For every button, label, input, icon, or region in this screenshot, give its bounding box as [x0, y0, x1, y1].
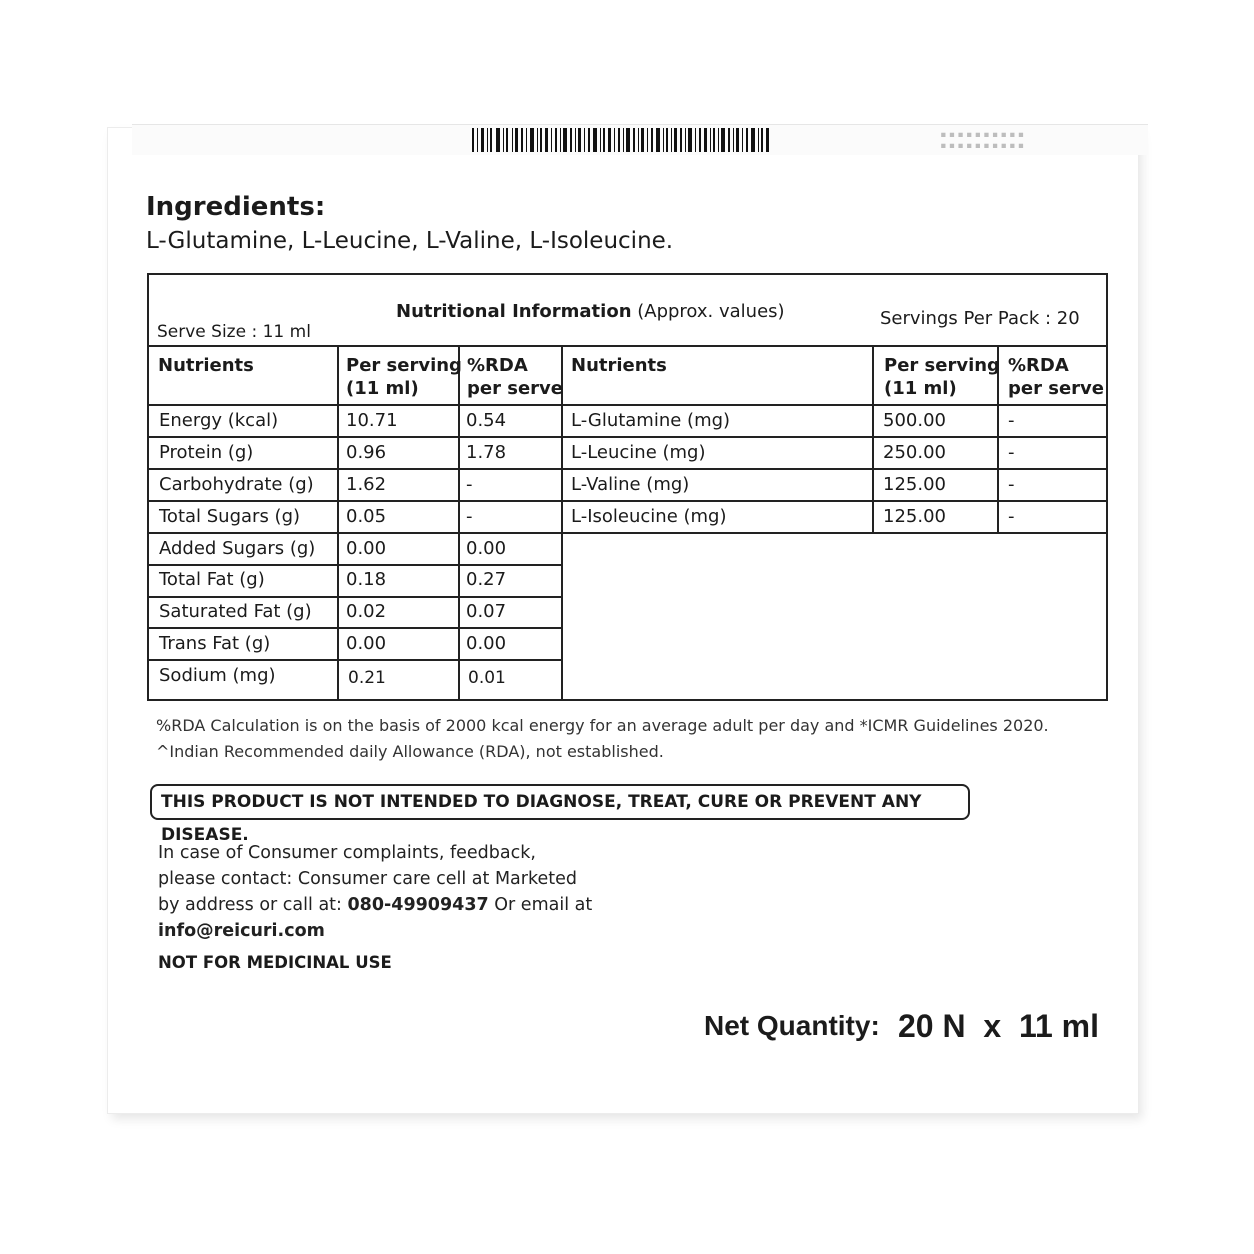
header-nutrients: Nutrients — [158, 355, 254, 376]
table-cell: - — [466, 506, 473, 527]
table-cell: 0.00 — [346, 633, 387, 654]
table-cell: 0.00 — [346, 538, 387, 559]
table-cell: L-Isoleucine (mg) — [571, 506, 727, 527]
not-medicinal-label: NOT FOR MEDICINAL USE — [158, 953, 392, 972]
table-cell: Total Fat (g) — [159, 569, 265, 590]
table-cell: 0.01 — [468, 668, 506, 688]
table-divider — [147, 436, 1108, 438]
phone-number: 080-49909437 — [347, 895, 489, 915]
table-cell: Added Sugars (g) — [159, 538, 316, 559]
table-cell: 0.05 — [346, 506, 387, 527]
rda-not-established-note: ^Indian Recommended daily Allowance (RDA), not established. — [156, 742, 664, 761]
table-cell: Trans Fat (g) — [159, 633, 271, 654]
table-cell: Carbohydrate (g) — [159, 474, 314, 495]
table-cell: 250.00 — [883, 442, 946, 463]
table-cell: L-Leucine (mg) — [571, 442, 706, 463]
table-divider — [147, 596, 562, 598]
table-divider — [147, 627, 562, 629]
barcode — [472, 128, 772, 152]
table-cell: 0.21 — [348, 668, 386, 688]
contact-info: In case of Consumer complaints, feedback, please contact: Consumer care cell at Marketed by address or call at: 080-49909437 Or email at info@reicuri.com — [158, 843, 593, 941]
header-per-serving: Per serving (11 ml) — [346, 355, 462, 399]
table-cell: 0.02 — [346, 601, 387, 622]
email-address: info@reicuri.com — [158, 921, 325, 941]
table-cell: - — [466, 474, 473, 495]
table-cell: 0.96 — [346, 442, 387, 463]
table-cell: Total Sugars (g) — [159, 506, 301, 527]
rda-calculation-note: %RDA Calculation is on the basis of 2000 kcal energy for an average adult per day and *ICMR Guidelines 2020. — [156, 716, 1049, 735]
table-cell: 0.18 — [346, 569, 387, 590]
table-cell: Energy (kcal) — [159, 410, 279, 431]
table-cell: Saturated Fat (g) — [159, 601, 312, 622]
header-nutrients: Nutrients — [571, 355, 667, 376]
header-rda: %RDA per serve — [467, 355, 563, 399]
table-cell: L-Valine (mg) — [571, 474, 690, 495]
table-cell: - — [1008, 474, 1015, 495]
table-cell: 0.00 — [466, 633, 507, 654]
table-cell: 1.62 — [346, 474, 387, 495]
table-divider — [337, 345, 339, 701]
table-divider — [872, 345, 874, 533]
table-cell: 0.27 — [466, 569, 507, 590]
header-rda: %RDA per serve — [1008, 355, 1104, 399]
table-cell: 0.00 — [466, 538, 507, 559]
disclaimer-box: THIS PRODUCT IS NOT INTENDED TO DIAGNOSE, TREAT, CURE OR PREVENT ANY DISEASE. — [150, 784, 970, 820]
table-divider — [147, 659, 562, 661]
table-divider — [147, 564, 562, 566]
table-cell: L-Glutamine (mg) — [571, 410, 731, 431]
table-divider — [147, 532, 1108, 534]
table-cell: 0.07 — [466, 601, 507, 622]
table-cell: 125.00 — [883, 506, 946, 527]
table-cell: - — [1008, 410, 1015, 431]
nutrition-title: Nutritional Information (Approx. values) — [396, 301, 785, 322]
ingredients-heading: Ingredients: — [146, 192, 326, 222]
table-cell: 500.00 — [883, 410, 946, 431]
servings-per-pack: Servings Per Pack : 20 — [880, 308, 1080, 329]
header-per-serving: Per serving (11 ml) — [884, 355, 1000, 399]
ingredients-list: L-Glutamine, L-Leucine, L-Valine, L-Isoleucine. — [146, 228, 674, 254]
table-divider — [147, 404, 1108, 406]
table-cell: 0.54 — [466, 410, 507, 431]
table-cell: Protein (g) — [159, 442, 254, 463]
table-cell: - — [1008, 442, 1015, 463]
table-cell: Sodium (mg) — [159, 665, 276, 686]
serve-size: Serve Size : 11 ml — [157, 322, 311, 342]
table-divider — [147, 500, 1108, 502]
table-cell: 125.00 — [883, 474, 946, 495]
table-cell: 10.71 — [346, 410, 398, 431]
table-divider — [147, 468, 1108, 470]
table-cell: 1.78 — [466, 442, 507, 463]
mirrored-print: ▪▪▪▪▪▪▪▪▪▪ ▪▪▪▪▪▪▪▪▪▪ — [940, 129, 1027, 153]
net-quantity-value: 20 N x 11 ml — [898, 1008, 1100, 1044]
net-quantity-label: Net Quantity: — [704, 1010, 880, 1041]
table-cell: - — [1008, 506, 1015, 527]
table-divider — [147, 345, 1108, 347]
